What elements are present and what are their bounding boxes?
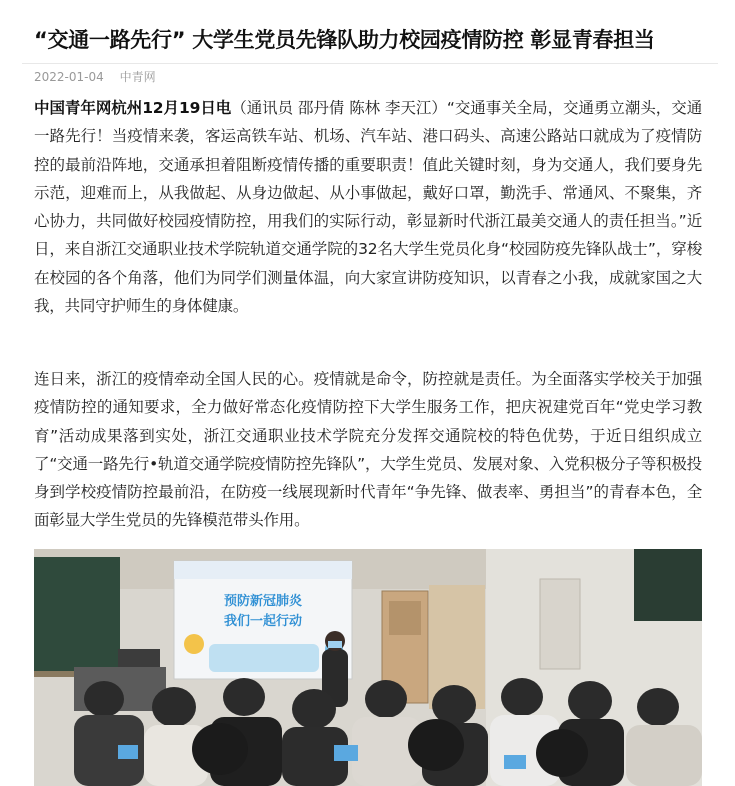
chalkboard <box>34 557 120 675</box>
screen-text-1: 预防新冠肺炎 <box>223 594 303 609</box>
paragraph-1-text: （通讯员 邵丹倩 陈林 李天江）“交通事关全局，交通勇立潮头，交通一路先行！当疫情来袭，客运高铁车站、机场、汽车站、港口码头、高速公路站口就成为了疫情防控的最前沿阵地，交通承担着阻断疫情传播的重要职责！值此关键时刻，身为交通人，我们要身先示范，迎难而上，从我做起、从身边做起、从小事做起，戴好口罩，勤洗手、常通风、不聚集，齐心协力，共同做好校园疫情防控，用我们的实际行动，彰显新时代浙江最美交通人的责任担当。”近日，来自浙江交通职业技术学院轨道交通学院的32名大学生党员化身“校园防疫先锋队战士”，穿梭在校园的各个角落，他们为同学们测量体温，向大家宣讲防疫知识，以青春之小我，成就家国之大我，共同守护师生的身体健康。 <box>34 99 702 316</box>
screen-text-2: 我们一起行动 <box>223 614 303 629</box>
paragraph-1 <box>34 94 702 320</box>
classroom-photo <box>34 549 702 786</box>
source-label: 中青网 <box>119 70 156 84</box>
publish-date: 2022-01-04 <box>34 70 104 84</box>
article-photo <box>34 549 702 786</box>
article-title: “交通一路先行” 大学生党员先锋队助力校园疫情防控 彰显青春担当 <box>34 28 655 52</box>
title-divider <box>22 63 718 64</box>
article-meta <box>34 68 716 86</box>
dateline: 中国青年网杭州12月19日电 <box>34 99 232 117</box>
window <box>634 549 702 621</box>
paragraph-2: 连日来，浙江的疫情牵动全国人民的心。疫情就是命令，防控就是责任。为全面落实学校关于加强疫情防控的通知要求，全力做好常态化疫情防控下大学生服务工作，把庆祝建党百年“党史学习教育”活动成果落到实处，浙江交通职业技术学院充分发挥交通院校的特色优势，于近日组织成立了“交通一路先行•轨道交通学院疫情防控先锋队”，大学生党员、发展对象、入党积极分子等积极投身到学校疫情防控最前沿，在防疫一线展现新时代青年“争先锋、做表率、勇担当”的青春本色，全面彰显大学生党员的先锋模范带头作用。 <box>34 370 702 530</box>
